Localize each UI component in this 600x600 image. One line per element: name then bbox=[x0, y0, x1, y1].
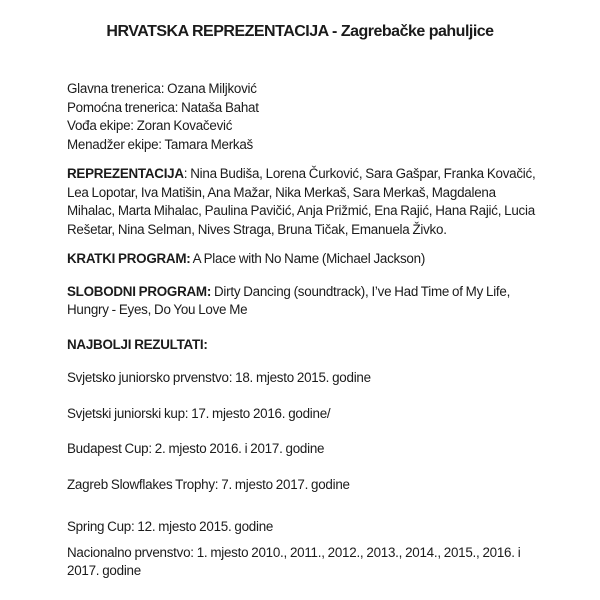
staff-line-assistant-coach: Pomoćna trenerica: Nataša Bahat bbox=[67, 99, 259, 115]
short-program-text: A Place with No Name (Michael Jackson) bbox=[190, 251, 426, 266]
staff-line-head-coach: Glavna trenerica: Ozana Miljković bbox=[67, 81, 257, 96]
free-program-text: Dirty Dancing (soundtrack), I’ve Had Time of My Life, Hungry - Eyes, Do You Love Me bbox=[67, 283, 511, 317]
short-program-label: KRATKI PROGRAM: bbox=[67, 251, 191, 266]
results-heading: NAJBOLJI REZULTATI: bbox=[67, 336, 208, 352]
result-item-zagreb-slowflakes-trophy: Zagreb Slowflakes Trophy: 7. mjesto 2017. godine bbox=[67, 476, 350, 492]
result-item-national-championship: Nacionalno prvenstvo: 1. mjesto 2010., 2011., 2012., 2013., 2014., 2015., 2016. i 2017. godine bbox=[67, 544, 521, 578]
team-roster-names: : Nina Budiša, Lorena Čurković, Sara Gašpar, Franka Kovačić, Lea Lopotar, Iva Matišin, Ana Mažar, Nika Merkaš, Sara Merkaš, Magdalena Mihalac, Marta Mihalac, Paulina Pavičić, Anja Prižmić, Ena Rajić, Hana Rajić, Lucia Rešetar, Nina Selman, Nives Straga, Bruna Tičak, Emanuela Živko. bbox=[67, 166, 536, 237]
team-roster-paragraph bbox=[67, 165, 545, 239]
staff-block bbox=[67, 80, 545, 154]
document-body bbox=[67, 80, 545, 581]
result-item-world-junior-cup: Svjetski juniorski kup: 17. mjesto 2016. godine/ bbox=[67, 405, 331, 421]
staff-line-team-leader: Vođa ekipe: Zoran Kovačević bbox=[67, 118, 233, 133]
page-title-bold: HRVATSKA REPREZENTACIJA - bbox=[106, 23, 337, 40]
page-title bbox=[0, 22, 600, 41]
short-program-paragraph bbox=[67, 250, 545, 269]
result-item-world-junior-championship: Svjetsko juniorsko prvenstvo: 18. mjesto 2015. godine bbox=[67, 370, 371, 385]
result-item-budapest-cup: Budapest Cup: 2. mjesto 2016. i 2017. godine bbox=[67, 441, 325, 456]
free-program-paragraph bbox=[67, 283, 545, 320]
team-roster-label: REPREZENTACIJA bbox=[67, 166, 184, 181]
free-program-label: SLOBODNI PROGRAM: bbox=[67, 283, 212, 299]
result-item-spring-cup: Spring Cup: 12. mjesto 2015. godine bbox=[67, 519, 274, 534]
page-title-regular: Zagrebačke pahuljice bbox=[336, 23, 494, 40]
staff-line-manager: Menadžer ekipe: Tamara Merkaš bbox=[67, 136, 253, 152]
